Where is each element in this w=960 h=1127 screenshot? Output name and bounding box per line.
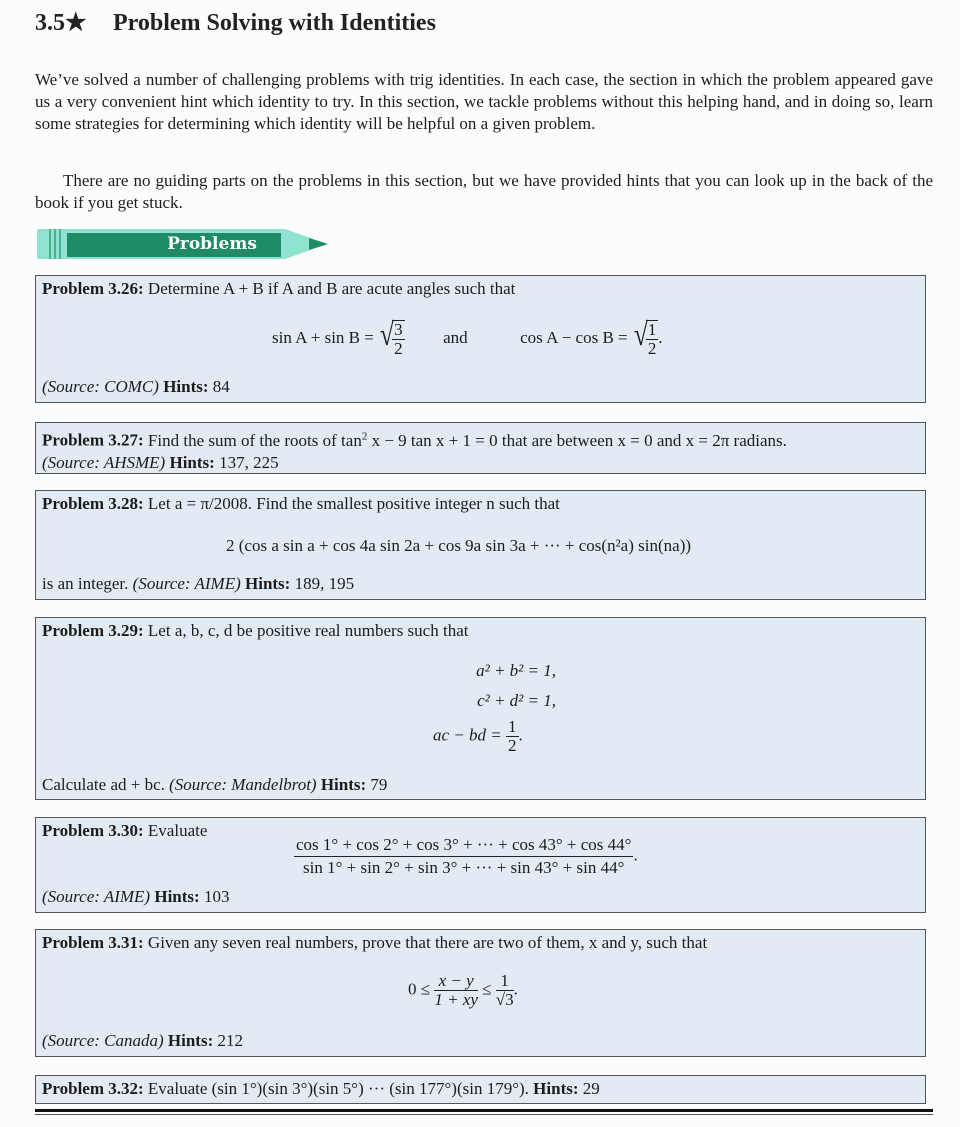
problem-text: Determine A + B if A and B are acute angles such that (147, 279, 516, 298)
equation-2: c² + d² = 1, (477, 691, 556, 710)
problem-source: (Source: Canada) (42, 1031, 164, 1050)
problem-tail: Calculate ad + bc. (42, 775, 165, 794)
hints-label: Hints: (167, 1031, 214, 1050)
problem-label: Problem 3.30: (42, 821, 144, 840)
problem-label: Problem 3.26: (42, 279, 144, 298)
problem-source: (Source: AIME) (42, 887, 151, 906)
problem-box-3-29 (35, 617, 926, 800)
section-title: Problem Solving with Identities (113, 10, 436, 36)
problem-box-3-27 (35, 422, 926, 474)
problem-equation: 2 (cos a sin a + cos 4a sin 2a + cos 9a sin 3a + ··· + cos(n²a) sin(na)) (226, 536, 692, 555)
problem-label: Problem 3.32: (42, 1079, 144, 1098)
numerator: 1 (647, 320, 657, 339)
problem-label: Problem 3.29: (42, 621, 144, 640)
hints-values: 84 (212, 377, 230, 396)
problem-box-3-31 (35, 929, 926, 1057)
hints-values: 103 (203, 887, 230, 906)
problem-text: Given any seven real numbers, prove that there are two of them, x and y, such that (147, 933, 708, 952)
equation-lhs: sin A + sin B = (272, 327, 374, 347)
problem-source: (Source: AIME) (132, 574, 241, 593)
problem-equation (272, 316, 663, 358)
hints-label: Hints: (169, 452, 215, 472)
bottom-rule-thin (35, 1114, 933, 1115)
problem-source: (Source: Mandelbrot) (169, 775, 317, 794)
hints-label: Hints: (245, 574, 291, 593)
denominator: 2 (647, 339, 657, 358)
problem-footer (42, 774, 387, 796)
hints-label: Hints: (163, 377, 209, 396)
problem-source: (Source: COMC) (42, 377, 159, 396)
equation-3: ac − bd = $\frac{1}{2}$ . (433, 717, 523, 755)
problem-text: Let a, b, c, d be positive real numbers such that (147, 621, 469, 640)
hints-values: 212 (217, 1031, 243, 1050)
denominator: sin 1° + sin 2° + sin 3° + ··· + sin 43° + sin 44° (303, 858, 625, 877)
hints-label: Hints: (533, 1079, 579, 1098)
period: . (658, 327, 663, 347)
problem-label: Problem 3.28: (42, 494, 144, 513)
problem-equation: $\frac{\cos 1^\circ + \cos 2^\circ + \cos 3^\circ + \cdot\cdot\cdot + \cos 43^\circ + \cos 44^\circ}{\sin 1^\circ + \sin 2^\circ + \sin 3^\circ + \cdot\cdot\cdot + \sin 43^\circ + \sin 44^\circ}$ . (296, 835, 638, 877)
sqrt-fraction: √ $\frac{3}{2}$ (379, 316, 403, 358)
problem-text: Find the sum of the roots of $\tan^2 x - 9$ tan x + 1 = 0 that are between x = 0 and x = 2π radians. (147, 430, 787, 450)
problem-box-3-30 (35, 817, 926, 913)
problem-text: Evaluate (sin 1°)(sin 3°)(sin 5°) ··· (sin 177°)(sin 179°). (147, 1079, 529, 1098)
problem-footer (42, 886, 229, 908)
hints-values: 79 (370, 775, 388, 794)
problem-footer (42, 376, 230, 398)
hints-values: 189, 195 (294, 574, 355, 593)
problem-footer (42, 452, 919, 474)
sqrt-fraction: √ $\frac{1}{2}$ (633, 316, 657, 358)
problem-footer (42, 1030, 243, 1052)
numerator: cos 1° + cos 2° + cos 3° + ··· + cos 43° + cos 44° (294, 834, 633, 857)
intro-paragraph-1: We’ve solved a number of challenging problems with trig identities. In each case, the section in which the problem appeared gave us a very convenient hint which identity to try. In this section, we tackle problems without this helping hand, and in doing so, learn some strategies for determining which identity will be helpful on a given problem. (35, 70, 933, 133)
problem-box-3-28 (35, 490, 926, 600)
numerator: 3 (394, 320, 403, 339)
problem-label: Problem 3.31: (42, 933, 144, 952)
hints-values: 137, 225 (219, 452, 279, 472)
problem-box-3-26 (35, 275, 926, 403)
banner-label: Problems (167, 234, 257, 254)
connector: and (443, 327, 468, 347)
bottom-rule (35, 1109, 933, 1112)
problem-equation: 0 ≤ $\frac{x - y}{1 + xy}$ ≤ $\frac{1}{√3}$ . (408, 971, 518, 1009)
denominator: 2 (394, 339, 403, 358)
problem-text: Evaluate (147, 821, 208, 840)
hints-values: 29 (582, 1079, 600, 1098)
equation-1: a² + b² = 1, (476, 661, 556, 680)
problems-banner (37, 228, 329, 260)
problem-box-3-32 (35, 1075, 926, 1104)
section-number: 3.5★ (35, 10, 87, 36)
section-heading (35, 8, 436, 37)
hints-label: Hints: (154, 887, 200, 906)
equation-lhs: cos A − cos B = (520, 327, 628, 347)
intro-paragraph-2: There are no guiding parts on the problems in this section, but we have provided hints that you can look up in the back of the book if you get stuck. (35, 171, 933, 212)
problem-text: Let a = π/2008. Find the smallest positive integer n such that (147, 494, 560, 513)
hints-label: Hints: (320, 775, 367, 794)
problem-label: Problem 3.27: (42, 430, 144, 450)
problem-tail: is an integer. (42, 574, 129, 593)
problem-source: (Source: AHSME) (42, 452, 166, 472)
problem-footer (42, 573, 354, 595)
